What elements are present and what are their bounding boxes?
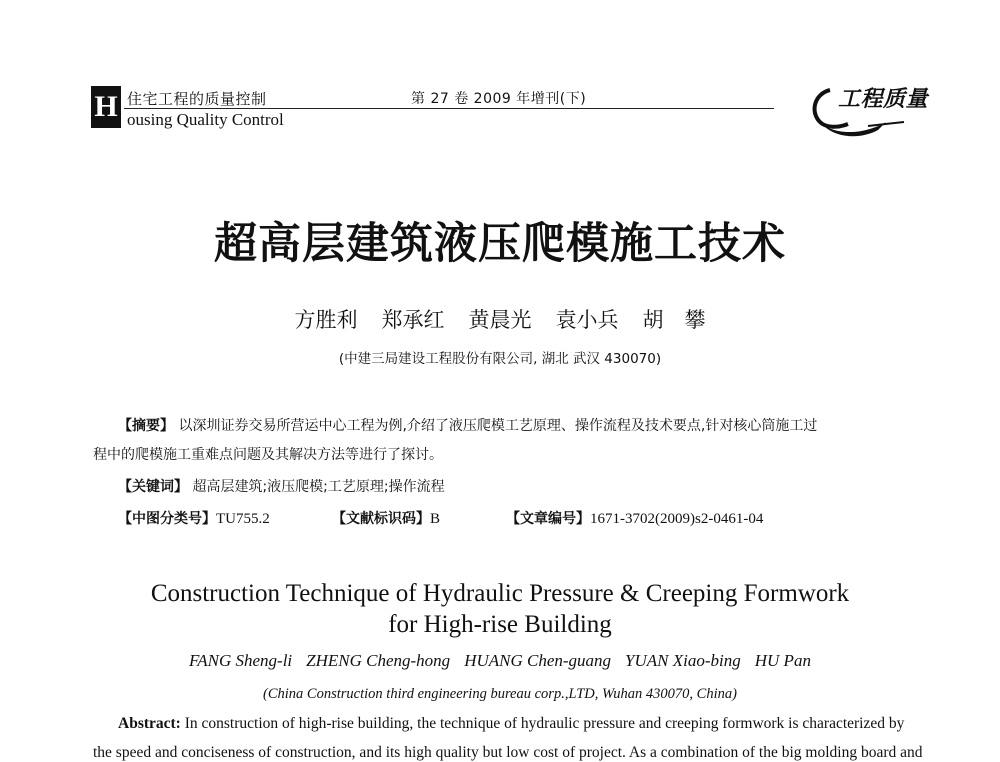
english-author: HUANG Chen-guang: [464, 651, 612, 670]
abstract-cn-line2: 程中的爬模施工重难点问题及其解决方法等进行了探讨。: [93, 447, 443, 463]
article-number-label: 【文章编号】: [506, 511, 590, 527]
english-author: HU Pan: [754, 651, 811, 670]
header-rule: [124, 108, 774, 109]
english-affiliation: (China Construction third engineering bureau corp.,LTD, Wuhan 430070, China): [263, 686, 737, 702]
journal-badge-text: 工程质量: [838, 87, 929, 112]
english-title: [0, 578, 1000, 640]
keywords-line: [118, 476, 445, 496]
doc-code-line: [332, 508, 440, 528]
article-title: 超高层建筑液压爬模施工技术: [214, 219, 786, 269]
english-abstract-line1: [118, 715, 908, 733]
affiliation: (中建三局建设工程股份有限公司, 湖北 武汉 430070): [338, 351, 662, 367]
article-number-value: 1671-3702(2009)s2-0461-04: [590, 511, 764, 527]
english-author: YUAN Xiao-bing: [625, 651, 741, 670]
article-number-line: [506, 508, 763, 528]
author: 胡 攀: [642, 308, 706, 332]
author: 方胜利: [294, 308, 358, 332]
english-author: FANG Sheng-li: [189, 651, 293, 670]
english-author-list: [0, 651, 1000, 671]
author: 袁小兵: [555, 308, 619, 332]
english-title-line2: for High-rise Building: [388, 611, 612, 638]
doc-code-label: 【文献标识码】: [332, 511, 430, 527]
journal-name-cn: 住宅工程的质量控制: [127, 90, 267, 108]
english-abstract-label: Abstract:: [118, 715, 181, 732]
english-title-line1: Construction Technique of Hydraulic Pressure & Creeping Formwork: [150, 580, 850, 607]
english-abstract-text1: In construction of high-rise building, the technique of hydraulic pressure and creeping formwork is characterized by: [184, 715, 905, 732]
author-list: [0, 304, 1000, 334]
doc-code-value: B: [430, 511, 441, 527]
author: 黄晨光: [468, 308, 532, 332]
abstract-cn-line1: [118, 415, 817, 435]
issue-info: 第 27 卷 2009 年增刊(下): [411, 91, 587, 107]
abstract-cn-text1: 以深圳证券交易所营运中心工程为例,介绍了液压爬模工艺原理、操作流程及技术要点,针对核心筒施工过: [178, 418, 818, 434]
english-abstract-line2: the speed and conciseness of construction, and its high quality but low cost of project. As a combination of the big molding board and: [93, 744, 923, 761]
journal-logo-letter: H: [91, 86, 121, 128]
author: 郑承红: [381, 308, 445, 332]
english-author: ZHENG Cheng-hong: [306, 651, 451, 670]
clc-label: 【中图分类号】: [118, 511, 216, 527]
clc-line: [118, 508, 270, 528]
keywords-text: 超高层建筑;液压爬模;工艺原理;操作流程: [192, 479, 445, 495]
abstract-cn-label: 【摘要】: [118, 418, 174, 434]
clc-value: TU755.2: [216, 511, 270, 527]
journal-name-en: ousing Quality Control: [127, 110, 284, 129]
keywords-label: 【关键词】: [118, 479, 188, 495]
